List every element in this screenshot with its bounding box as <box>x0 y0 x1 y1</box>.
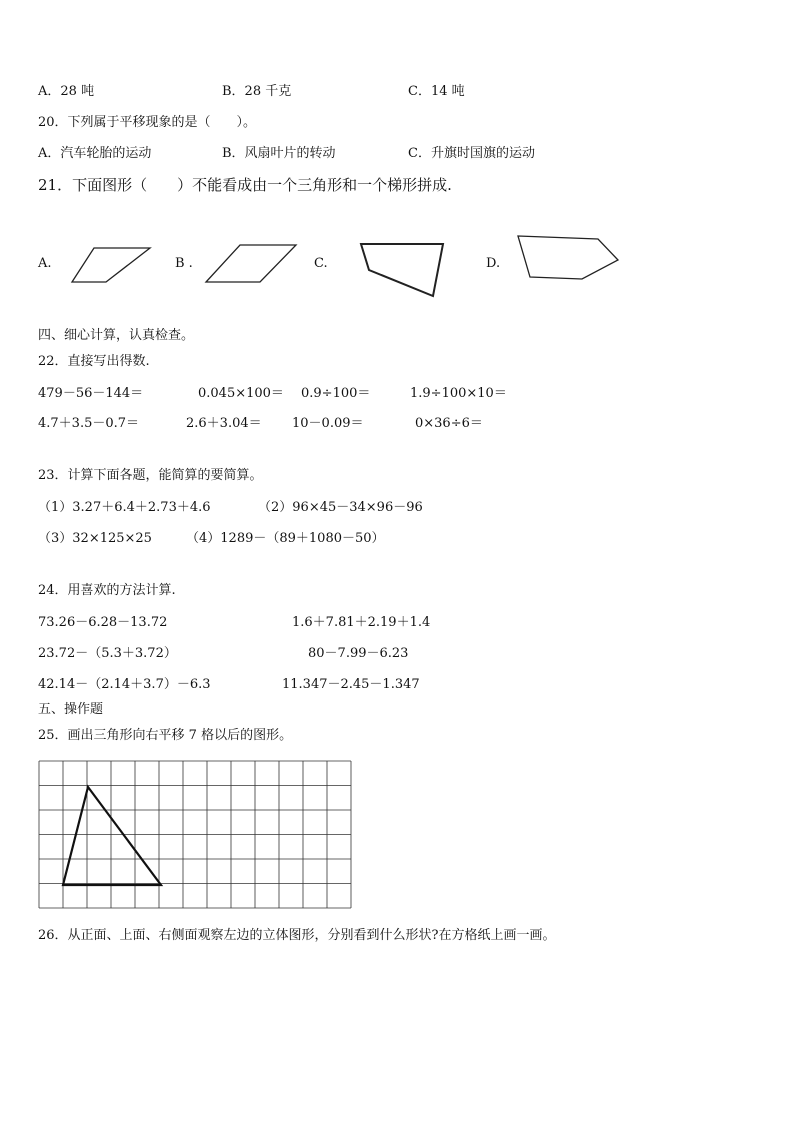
q21-option-a-label: A. <box>38 256 52 271</box>
section4-title: 四、细心计算，认真检查。 <box>38 328 195 343</box>
q19-option-a: A．28 吨 <box>38 84 95 99</box>
q24-item-5: 42.14－（2.14＋3.7）－6.3 <box>38 677 211 692</box>
q22-stem: 22．直接写出得数. <box>38 354 150 369</box>
q22-expr-1: 479－56－144＝ <box>38 386 144 401</box>
q21-option-c-label: C. <box>314 256 328 271</box>
q22-expr-8: 0×36÷6＝ <box>415 416 483 431</box>
q24-stem: 24．用喜欢的方法计算. <box>38 583 176 598</box>
q24-item-1: 73.26－6.28－13.72 <box>38 615 168 630</box>
q25-stem: 25．画出三角形向右平移 7 格以后的图形。 <box>38 728 293 743</box>
triangle-figure <box>63 787 161 885</box>
quadrilateral-c-figure <box>355 238 450 300</box>
q19-option-b: B．28 千克 <box>222 84 292 99</box>
q22-expr-5: 4.7＋3.5－0.7＝ <box>38 416 140 431</box>
parallelogram-b-figure <box>202 240 302 286</box>
q24-item-2: 1.6＋7.81＋2.19＋1.4 <box>292 615 431 630</box>
q25-grid <box>38 760 353 910</box>
q20-option-b: B．风扇叶片的转动 <box>222 146 336 161</box>
q23-stem: 23．计算下面各题，能简算的要简算。 <box>38 468 263 483</box>
q22-expr-3: 0.9÷100＝ <box>301 386 371 401</box>
parallelogram-a-figure <box>66 242 156 288</box>
q23-item-4: （4）1289－（89＋1080－50） <box>186 531 385 546</box>
q22-expr-7: 10－0.09＝ <box>292 416 364 431</box>
q23-item-2: （2）96×45－34×96－96 <box>258 500 423 515</box>
pentagon-d-figure <box>512 232 622 284</box>
q21-stem: 21．下面图形（ ）不能看成由一个三角形和一个梯形拼成. <box>38 176 452 194</box>
q22-expr-4: 1.9÷100×10＝ <box>410 386 507 401</box>
q20-option-a: A．汽车轮胎的运动 <box>38 146 152 161</box>
q24-item-6: 11.347－2.45－1.347 <box>282 677 420 692</box>
q23-item-3: （3）32×125×25 <box>38 531 152 546</box>
q19-option-c: C．14 吨 <box>408 84 465 99</box>
q24-item-3: 23.72－（5.3＋3.72） <box>38 646 177 661</box>
q26-stem: 26．从正面、上面、右侧面观察左边的立体图形，分别看到什么形状?在方格纸上画一画。 <box>38 928 556 943</box>
q24-item-4: 80－7.99－6.23 <box>308 646 409 661</box>
q21-option-d-label: D. <box>486 256 501 271</box>
q21-option-b-label: B . <box>175 256 193 271</box>
q20-option-c: C．升旗时国旗的运动 <box>408 146 535 161</box>
q22-expr-2: 0.045×100＝ <box>198 386 284 401</box>
q22-expr-6: 2.6＋3.04＝ <box>186 416 262 431</box>
q23-item-1: （1）3.27＋6.4＋2.73＋4.6 <box>38 500 211 515</box>
q20-stem: 20．下列属于平移现象的是（ ）。 <box>38 115 257 130</box>
section5-title: 五、操作题 <box>38 702 104 717</box>
